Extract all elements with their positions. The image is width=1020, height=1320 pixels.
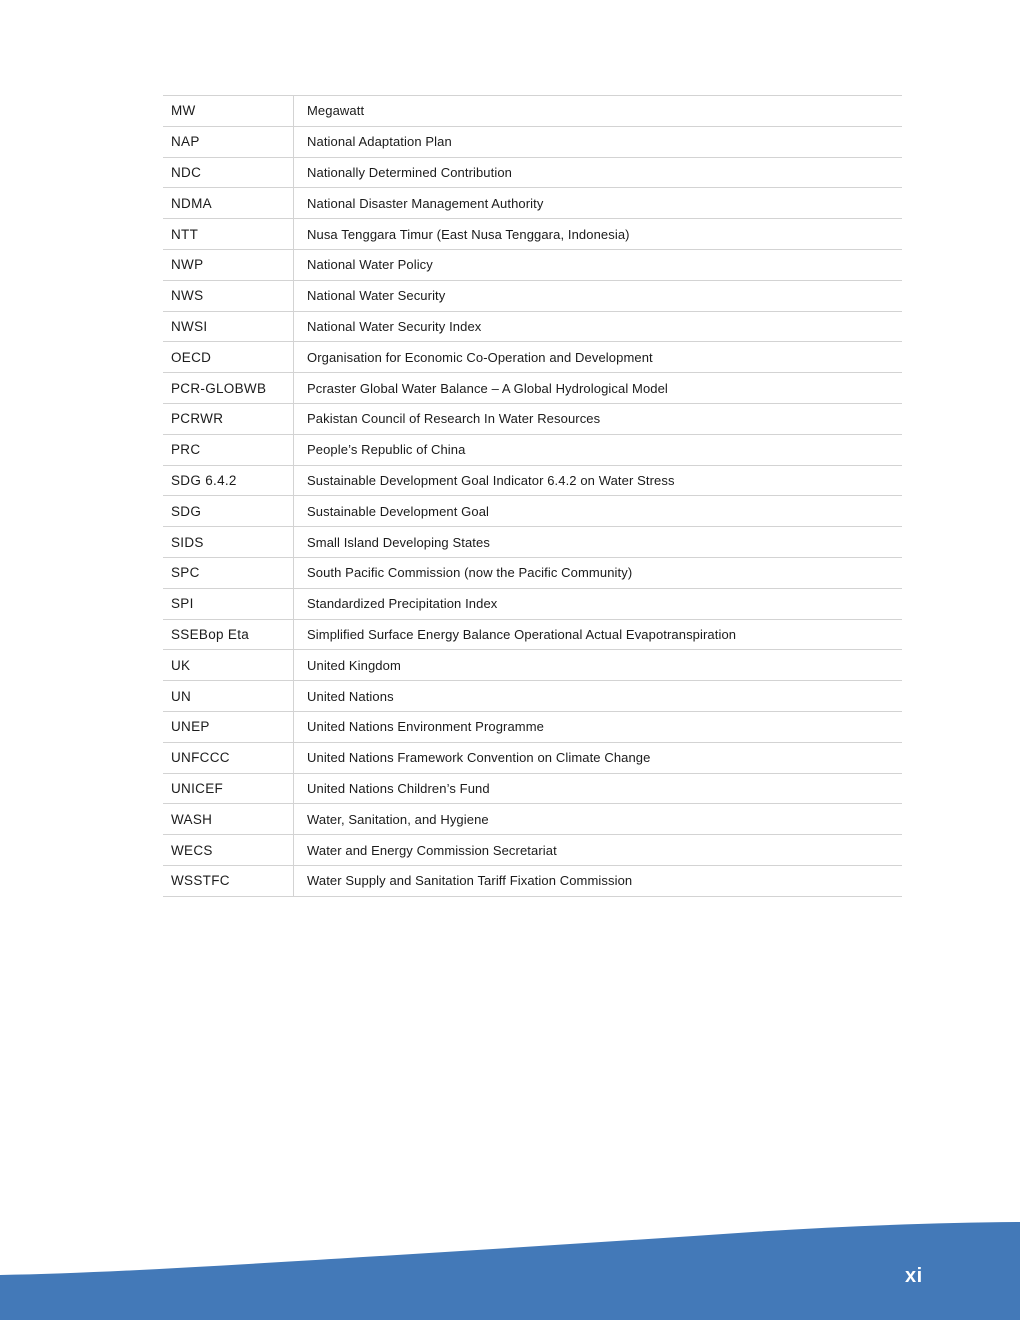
table-row — [163, 158, 902, 189]
abbreviation-cell: SPI — [171, 596, 194, 612]
definition-cell: National Water Security Index — [293, 312, 902, 342]
definition-cell: National Water Policy — [293, 250, 902, 280]
footer-wave-shape — [0, 1222, 1020, 1320]
table-row — [163, 712, 902, 743]
definition-cell: Small Island Developing States — [293, 527, 902, 557]
definition-cell: Organisation for Economic Co-Operation and Development — [293, 342, 902, 372]
abbreviation-cell: UN — [171, 688, 192, 704]
abbreviation-cell: WSSTFC — [171, 873, 230, 889]
table-row — [163, 404, 902, 435]
table-row — [163, 250, 902, 281]
definition-cell: Standardized Precipitation Index — [293, 589, 902, 619]
table-row — [163, 558, 902, 589]
definition-cell: Pakistan Council of Research In Water Resources — [293, 404, 902, 434]
abbreviation-cell: NWP — [171, 257, 204, 273]
definition-cell: Megawatt — [293, 96, 902, 126]
definition-cell: Nusa Tenggara Timur (East Nusa Tenggara, Indonesia) — [293, 219, 902, 249]
abbreviation-cell: UNFCCC — [171, 750, 230, 766]
abbreviation-cell: MW — [171, 103, 196, 119]
definition-cell: Sustainable Development Goal Indicator 6.4.2 on Water Stress — [293, 466, 902, 496]
definition-cell: National Water Security — [293, 281, 902, 311]
abbreviation-cell: PCR-GLOBWB — [171, 380, 267, 396]
table-row — [163, 466, 902, 497]
page-number: xi — [905, 1265, 923, 1287]
abbreviation-cell: NDC — [171, 164, 202, 180]
abbreviation-cell: WASH — [171, 811, 213, 827]
abbreviation-cell: WECS — [171, 842, 213, 858]
abbreviation-cell: NTT — [171, 226, 199, 242]
definition-cell: Water Supply and Sanitation Tariff Fixation Commission — [293, 866, 902, 896]
abbreviation-cell: SPC — [171, 565, 200, 581]
abbreviation-cell: SDG 6.4.2 — [171, 472, 237, 488]
table-row — [163, 804, 902, 835]
table-row — [163, 527, 902, 558]
table-row — [163, 312, 902, 343]
table-row — [163, 435, 902, 466]
definition-cell: United Nations Environment Programme — [293, 712, 902, 742]
abbreviation-cell: SSEBop Eta — [171, 626, 250, 642]
abbreviation-cell: NDMA — [171, 195, 212, 211]
definition-cell: Sustainable Development Goal — [293, 496, 902, 526]
abbreviation-cell: SDG — [171, 503, 202, 519]
abbreviations-table — [163, 95, 902, 897]
abbreviation-cell: UK — [171, 657, 191, 673]
definition-cell: Pcraster Global Water Balance – A Global Hydrological Model — [293, 373, 902, 403]
table-row — [163, 219, 902, 250]
definition-cell: Water and Energy Commission Secretariat — [293, 835, 902, 865]
abbreviation-cell: NWS — [171, 288, 204, 304]
table-row — [163, 774, 902, 805]
abbreviation-cell: UNEP — [171, 719, 210, 735]
definition-cell: United Nations Framework Convention on Climate Change — [293, 743, 902, 773]
definition-cell: National Adaptation Plan — [293, 127, 902, 157]
definition-cell: Simplified Surface Energy Balance Operational Actual Evapotranspiration — [293, 620, 902, 650]
table-row — [163, 188, 902, 219]
table-row — [163, 96, 902, 127]
abbreviation-cell: NWSI — [171, 318, 208, 334]
abbreviation-cell: OECD — [171, 349, 212, 365]
definition-cell: United Kingdom — [293, 650, 902, 680]
abbreviation-cell: NAP — [171, 134, 200, 150]
abbreviation-cell: PCRWR — [171, 411, 224, 427]
definition-cell: South Pacific Commission (now the Pacific Community) — [293, 558, 902, 588]
definition-cell: Water, Sanitation, and Hygiene — [293, 804, 902, 834]
table-row — [163, 681, 902, 712]
definition-cell: National Disaster Management Authority — [293, 188, 902, 218]
definition-cell: People’s Republic of China — [293, 435, 902, 465]
abbreviation-cell: PRC — [171, 442, 201, 458]
abbreviation-cell: UNICEF — [171, 780, 224, 796]
abbreviation-cell: SIDS — [171, 534, 204, 550]
table-row — [163, 743, 902, 774]
definition-cell: United Nations Children’s Fund — [293, 774, 902, 804]
definition-cell: Nationally Determined Contribution — [293, 158, 902, 188]
table-row — [163, 127, 902, 158]
table-row — [163, 620, 902, 651]
table-row — [163, 835, 902, 866]
table-row — [163, 650, 902, 681]
table-row — [163, 589, 902, 620]
table-row — [163, 866, 902, 897]
table-row — [163, 342, 902, 373]
table-row — [163, 281, 902, 312]
footer-wave — [0, 1200, 1020, 1320]
table-row — [163, 373, 902, 404]
definition-cell: United Nations — [293, 681, 902, 711]
table-row — [163, 496, 902, 527]
